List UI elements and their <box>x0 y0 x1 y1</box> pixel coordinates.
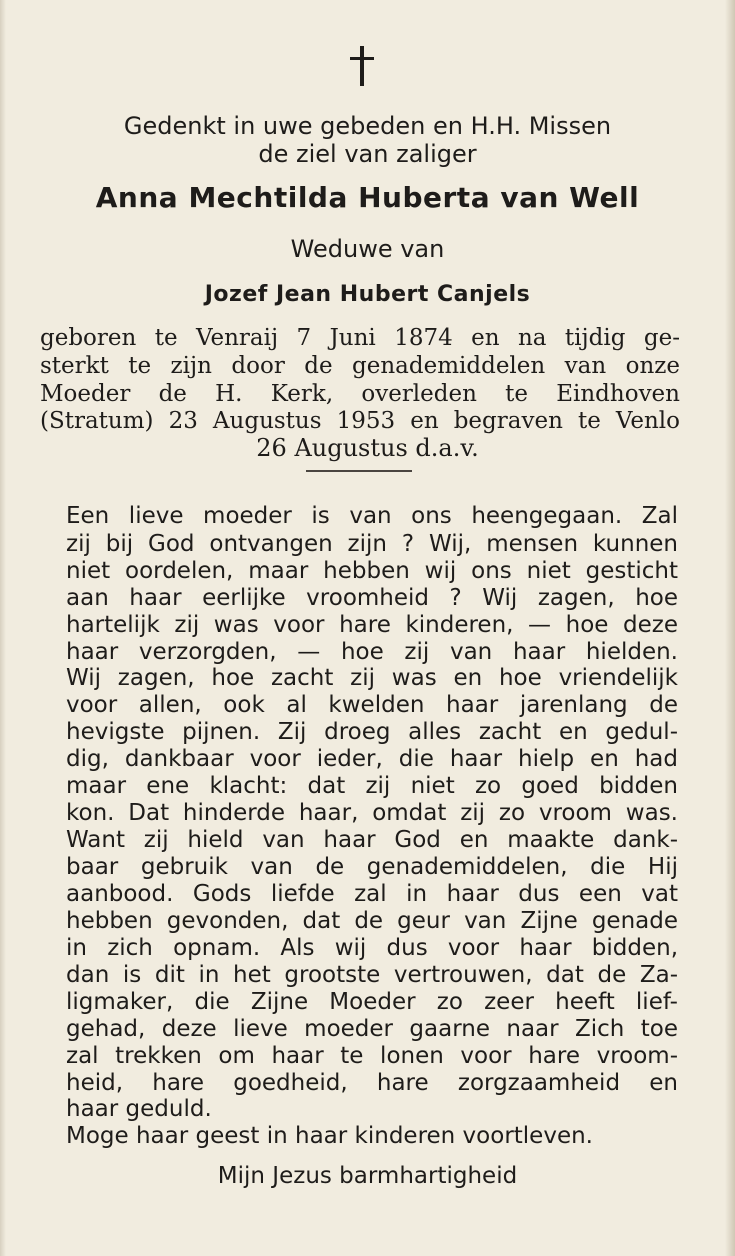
paragraph-line-7: Wij zagen, hoe zacht zij was en hoe vriendelijk <box>66 665 678 691</box>
bio-line-4: (Stratum) 23 Augustus 1953 en begraven te Venlo <box>40 408 680 434</box>
paragraph-line-18: dan is dit in het grootste vertrouwen, dat de Za- <box>66 962 678 988</box>
paragraph-line-8: voor allen, ook al kwelden haar jarenlang de <box>66 692 678 718</box>
bio-line-5: 26 Augustus d.a.v. <box>256 434 479 462</box>
paragraph-line-23: haar geduld. <box>66 1096 212 1122</box>
paragraph-line-11: maar ene klacht: dat zij niet zo goed bidden <box>66 773 678 799</box>
relation-label: Weduwe van <box>290 235 445 263</box>
deceased-name: Anna Mechtilda Huberta van Well <box>95 181 640 214</box>
bio-line-2: sterkt te zijn door de genademiddelen van onze <box>40 353 680 379</box>
paragraph-line-3: niet oordelen, maar hebben wij ons niet gesticht <box>66 558 678 584</box>
intro-line-2: de ziel van zaliger <box>258 140 477 168</box>
paragraph-line-10: dig, dankbaar voor ieder, die haar hielp en had <box>66 746 678 772</box>
paragraph-line-13: Want zij hield van haar God en maakte dank- <box>66 827 678 853</box>
paragraph-line-9: hevigste pijnen. Zij droeg alles zacht en gedul- <box>66 719 678 745</box>
prayer-line: Mijn Jezus barmhartigheid <box>217 1163 518 1189</box>
paragraph-line-6: haar verzorgden, — hoe zij van haar hielden. <box>66 639 678 665</box>
bio-line-3: Moeder de H. Kerk, overleden te Eindhoven <box>40 381 680 407</box>
intro-line-1: Gedenkt in uwe gebeden en H.H. Missen <box>123 112 612 140</box>
paragraph-line-4: aan haar eerlijke vroomheid ? Wij zagen, hoe <box>66 585 678 611</box>
paragraph-line-17: in zich opnam. Als wij dus voor haar bidden, <box>66 935 678 961</box>
paragraph-line-5: hartelijk zij was voor hare kinderen, — hoe deze <box>66 612 678 638</box>
cross-icon <box>349 46 375 90</box>
paragraph-line-1: Een lieve moeder is van ons heengegaan. Zal <box>66 503 678 529</box>
spouse-name: Jozef Jean Hubert Canjels <box>204 282 531 307</box>
paragraph-line-2: zij bij God ontvangen zijn ? Wij, mensen kunnen <box>66 531 678 557</box>
paragraph-line-21: zal trekken om haar te lonen voor hare vroom- <box>66 1043 678 1069</box>
paragraph-line-15: aanbood. Gods liefde zal in haar dus een vat <box>66 881 678 907</box>
paragraph-line-14: baar gebruik van de genademiddelen, die Hij <box>66 854 678 880</box>
paragraph-line-16: hebben gevonden, dat de geur van Zijne genade <box>66 908 678 934</box>
paragraph-line-12: kon. Dat hinderde haar, omdat zij zo vroom was. <box>66 800 678 826</box>
paragraph-line-22: heid, hare goedheid, hare zorgzaamheid en <box>66 1070 678 1096</box>
paragraph-line-19: ligmaker, die Zijne Moeder zo zeer heeft lief- <box>66 989 678 1015</box>
closing-line: Moge haar geest in haar kinderen voortleven. <box>66 1123 593 1149</box>
divider <box>306 470 412 472</box>
bio-line-1: geboren te Venraij 7 Juni 1874 en na tijdig ge- <box>40 325 680 351</box>
paragraph-line-20: gehad, deze lieve moeder gaarne naar Zich toe <box>66 1016 678 1042</box>
